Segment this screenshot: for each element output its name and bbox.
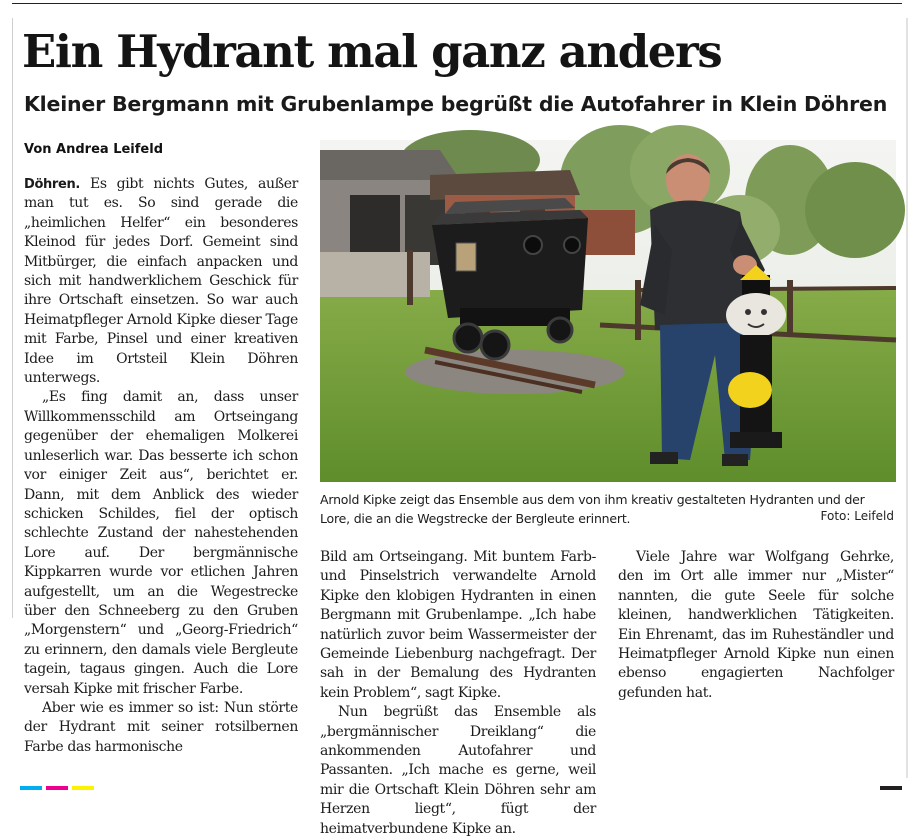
article-column-2: [320, 548, 596, 837]
photo-illustration: [320, 140, 896, 482]
paragraph-5: Nun begrüßt das Ensemble als „bergmännischer Dreiklang“ die ankommenden Autofahrer und Passanten. „Ich mache es gerne, weil mir die Ortschaft Klein Döhren sehr am Herzen liegt“, fügt der heimatverbundene Kipke an.: [320, 704, 596, 837]
subheadline: Kleiner Bergmann mit Grubenlampe begrüßt die Autofahrer in Klein Döhren: [24, 92, 888, 116]
top-rule: [12, 3, 902, 4]
print-mark-magenta: [46, 786, 68, 790]
photo-credit: Foto: Leifeld: [820, 509, 894, 523]
print-mark-cyan: [20, 786, 42, 790]
page-edge-right: [906, 18, 908, 778]
dateline: Döhren.: [24, 177, 80, 192]
paragraph-1: [24, 175, 298, 388]
article-column-1: [24, 175, 298, 785]
paragraph-2: „Es fing damit an, dass unser Willkommensschild am Ortseingang gegenüber der ehemaligen Molkerei unleserlich war. Das besserte ich schon vor einiger Zeit aus“, berichtet er. Dann, mit dem Anblick des wieder schicken Schildes, fiel der optisch schlechte Zustand der nahestehenden Lore auf. Der bergmännische Kippkarren wurde vor etlichen Jahren aufgestellt, um an die Wegestrecke über den Schneeberg zu den Gruben „Morgenstern“ und „Georg-Friedrich“ zu erinnern, den damals viele Bergleute tagein, tagaus gingen. Auch die Lore versah Kipke mit frischer Farbe.: [24, 389, 298, 697]
byline: Von Andrea Leifeld: [24, 142, 164, 157]
article-column-3: [618, 548, 894, 788]
column-rule-left: [12, 18, 13, 618]
print-mark-key: [880, 786, 902, 790]
lawn: [320, 290, 896, 482]
headline: Ein Hydrant mal ganz anders: [22, 25, 722, 78]
paragraph-6: Viele Jahre war Wolfgang Gehrke, den im Ort alle immer nur „Mister“ nannten, die gute Seele für solche kleinen, handwerklichen Tätigkeiten. Ein Ehrenamt, das im Ruheständler und Heimatpfleger Arnold Kipke nun einen ebenso engagierten Nachfolger gefunden hat.: [618, 549, 894, 701]
paragraph-4: Bild am Ortseingang. Mit buntem Farb- und Pinselstrich verwandelte Arnold Kipke den klobigen Hydranten in einen Bergmann mit Grubenlampe. „Ich habe natürlich zuvor beim Wassermeister der Gemeinde Liebenburg nachgefragt. Der sah in der Bemalung des Hydranten kein Problem“, sagt Kipke.: [320, 549, 596, 701]
print-color-marks: [0, 785, 916, 790]
photo-caption: Arnold Kipke zeigt das Ensemble aus dem von ihm kreativ gestalteten Hydranten und der Lore, die an die Wegstrecke der Bergleute erinnert.: [320, 492, 865, 526]
article-photo: [320, 140, 896, 482]
print-mark-yellow: [72, 786, 94, 790]
paragraph-3: Aber wie es immer so ist: Nun störte der Hydrant mit seiner rotsilbernen Farbe das harmonische: [24, 699, 298, 755]
paragraph-1-text: Es gibt nichts Gutes, außer man tut es. So sind gerade die „heimlichen Helfer“ ein besonderes Kleinod für jedes Dorf. Gemeint sind Mitbürger, die einfach anpacken und sich mit handwerklichem Geschick für ihre Ortschaft einsetzen. So war auch Heimatpfleger Arnold Kipke dieser Tage mit Farbe, Pinsel und einer kreativen Idee im Ortsteil Klein Döhren unterwegs.: [24, 176, 298, 387]
